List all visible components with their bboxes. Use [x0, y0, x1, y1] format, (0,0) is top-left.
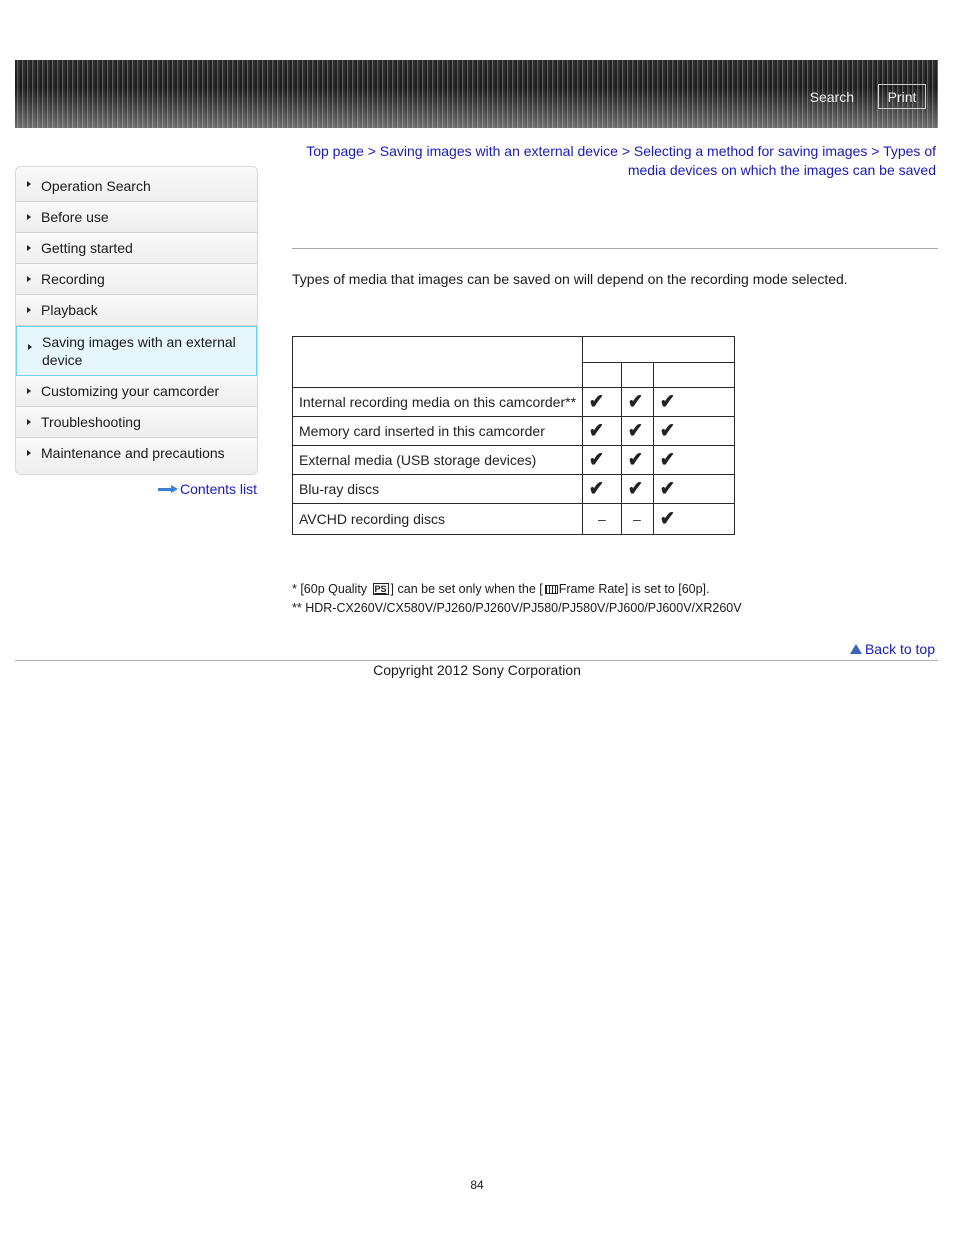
table-header-row	[293, 337, 735, 363]
sidebar-item-label: Troubleshooting	[41, 414, 141, 430]
media-table	[292, 336, 735, 535]
table-row	[293, 417, 735, 446]
sidebar-item-label: Customizing your camcorder	[41, 383, 220, 399]
check-icon: ✔	[622, 475, 654, 504]
sidebar-item-recording[interactable]	[16, 264, 257, 295]
sidebar-item-maintenance[interactable]	[16, 438, 257, 474]
table-header-cell	[583, 337, 735, 363]
breadcrumb-saving-images[interactable]: Saving images with an external device	[379, 143, 618, 159]
table-row-label: External media (USB storage devices)	[293, 446, 583, 475]
arrow-right-icon	[27, 450, 31, 456]
copyright-text: Copyright 2012 Sony Corporation	[373, 662, 581, 678]
sidebar-item-label: Playback	[41, 302, 98, 318]
check-icon: ✔	[654, 446, 735, 475]
arrow-right-icon	[28, 344, 32, 350]
check-icon: ✔	[654, 504, 735, 535]
check-icon: ✔	[583, 475, 622, 504]
table-row	[293, 504, 735, 535]
arrow-right-icon	[27, 307, 31, 313]
table-row-label: Memory card inserted in this camcorder	[293, 417, 583, 446]
sidebar-item-saving-images[interactable]	[16, 326, 257, 376]
check-icon: ✔	[583, 388, 622, 417]
sidebar-item-before-use[interactable]	[16, 202, 257, 233]
sidebar-item-label: Maintenance and precautions	[41, 445, 225, 461]
table-header-cell	[293, 337, 583, 388]
dash-icon: –	[622, 504, 654, 535]
sidebar-nav	[15, 166, 258, 475]
check-icon: ✔	[654, 388, 735, 417]
table-row	[293, 446, 735, 475]
breadcrumb-separator: >	[621, 143, 630, 159]
dash-icon: –	[583, 504, 622, 535]
page-number: 84	[470, 1178, 484, 1192]
footnotes	[292, 580, 742, 618]
footnote-1	[292, 580, 742, 599]
check-icon: ✔	[622, 446, 654, 475]
arrow-right-icon	[27, 388, 31, 394]
header-bar	[15, 60, 938, 128]
table-header-cell	[654, 363, 735, 388]
back-to-top-link[interactable]	[850, 641, 935, 657]
sidebar-item-operation-search[interactable]	[16, 167, 257, 202]
check-icon: ✔	[654, 475, 735, 504]
check-icon: ✔	[622, 388, 654, 417]
frame-rate-icon	[545, 585, 558, 594]
table-row-label: AVCHD recording discs	[293, 504, 583, 535]
check-icon: ✔	[622, 417, 654, 446]
table-header-cell	[622, 363, 654, 388]
breadcrumb-separator: >	[367, 143, 376, 159]
sidebar-item-label: Before use	[41, 209, 109, 225]
breadcrumb	[300, 142, 936, 180]
table-row	[293, 388, 735, 417]
arrow-right-icon	[27, 419, 31, 425]
breadcrumb-types-of-media[interactable]: Types of media devices on which the images can be saved	[627, 143, 936, 178]
sidebar-item-playback[interactable]	[16, 295, 257, 326]
table-row-label: Blu-ray discs	[293, 475, 583, 504]
sidebar-item-label: Saving images with an external device	[42, 334, 236, 368]
breadcrumb-selecting-method[interactable]: Selecting a method for saving images	[633, 143, 868, 159]
intro-text: Types of media that images can be saved on will depend on the recording mode selected.	[292, 271, 848, 287]
footnote-text: ] can be set only when the [	[390, 582, 543, 596]
contents-list-label: Contents list	[180, 481, 258, 497]
ps-quality-icon: PS	[374, 584, 387, 594]
sidebar-item-troubleshooting[interactable]	[16, 407, 257, 438]
check-icon: ✔	[654, 417, 735, 446]
arrow-right-icon	[27, 181, 31, 187]
sidebar-item-label: Recording	[41, 271, 105, 287]
title-divider	[292, 248, 938, 249]
footer-divider	[15, 660, 938, 661]
back-to-top-label: Back to top	[864, 641, 935, 657]
check-icon: ✔	[583, 417, 622, 446]
table-row	[293, 475, 735, 504]
breadcrumb-top-page[interactable]: Top page	[306, 143, 364, 159]
table-header-cell	[583, 363, 622, 388]
arrow-right-icon	[158, 484, 178, 494]
sidebar-item-customizing[interactable]	[16, 376, 257, 407]
contents-list-link[interactable]	[158, 481, 257, 497]
sidebar-item-getting-started[interactable]	[16, 233, 257, 264]
table-row-label: Internal recording media on this camcorder**	[293, 388, 583, 417]
sidebar-item-label: Operation Search	[41, 178, 151, 194]
triangle-up-icon	[850, 644, 862, 654]
footnote-text: * [60p Quality	[292, 582, 368, 596]
search-link[interactable]: Search	[809, 89, 854, 105]
breadcrumb-separator: >	[871, 143, 880, 159]
footnote-text: Frame Rate] is set to [60p].	[558, 582, 710, 596]
arrow-right-icon	[27, 214, 31, 220]
footnote-2: ** HDR-CX260V/CX580V/PJ260/PJ260V/PJ580/PJ580V/PJ600/PJ600V/XR260V	[292, 601, 742, 615]
sidebar-item-label: Getting started	[41, 240, 133, 256]
arrow-right-icon	[27, 245, 31, 251]
check-icon: ✔	[583, 446, 622, 475]
print-button[interactable]: Print	[878, 84, 926, 109]
arrow-right-icon	[27, 276, 31, 282]
